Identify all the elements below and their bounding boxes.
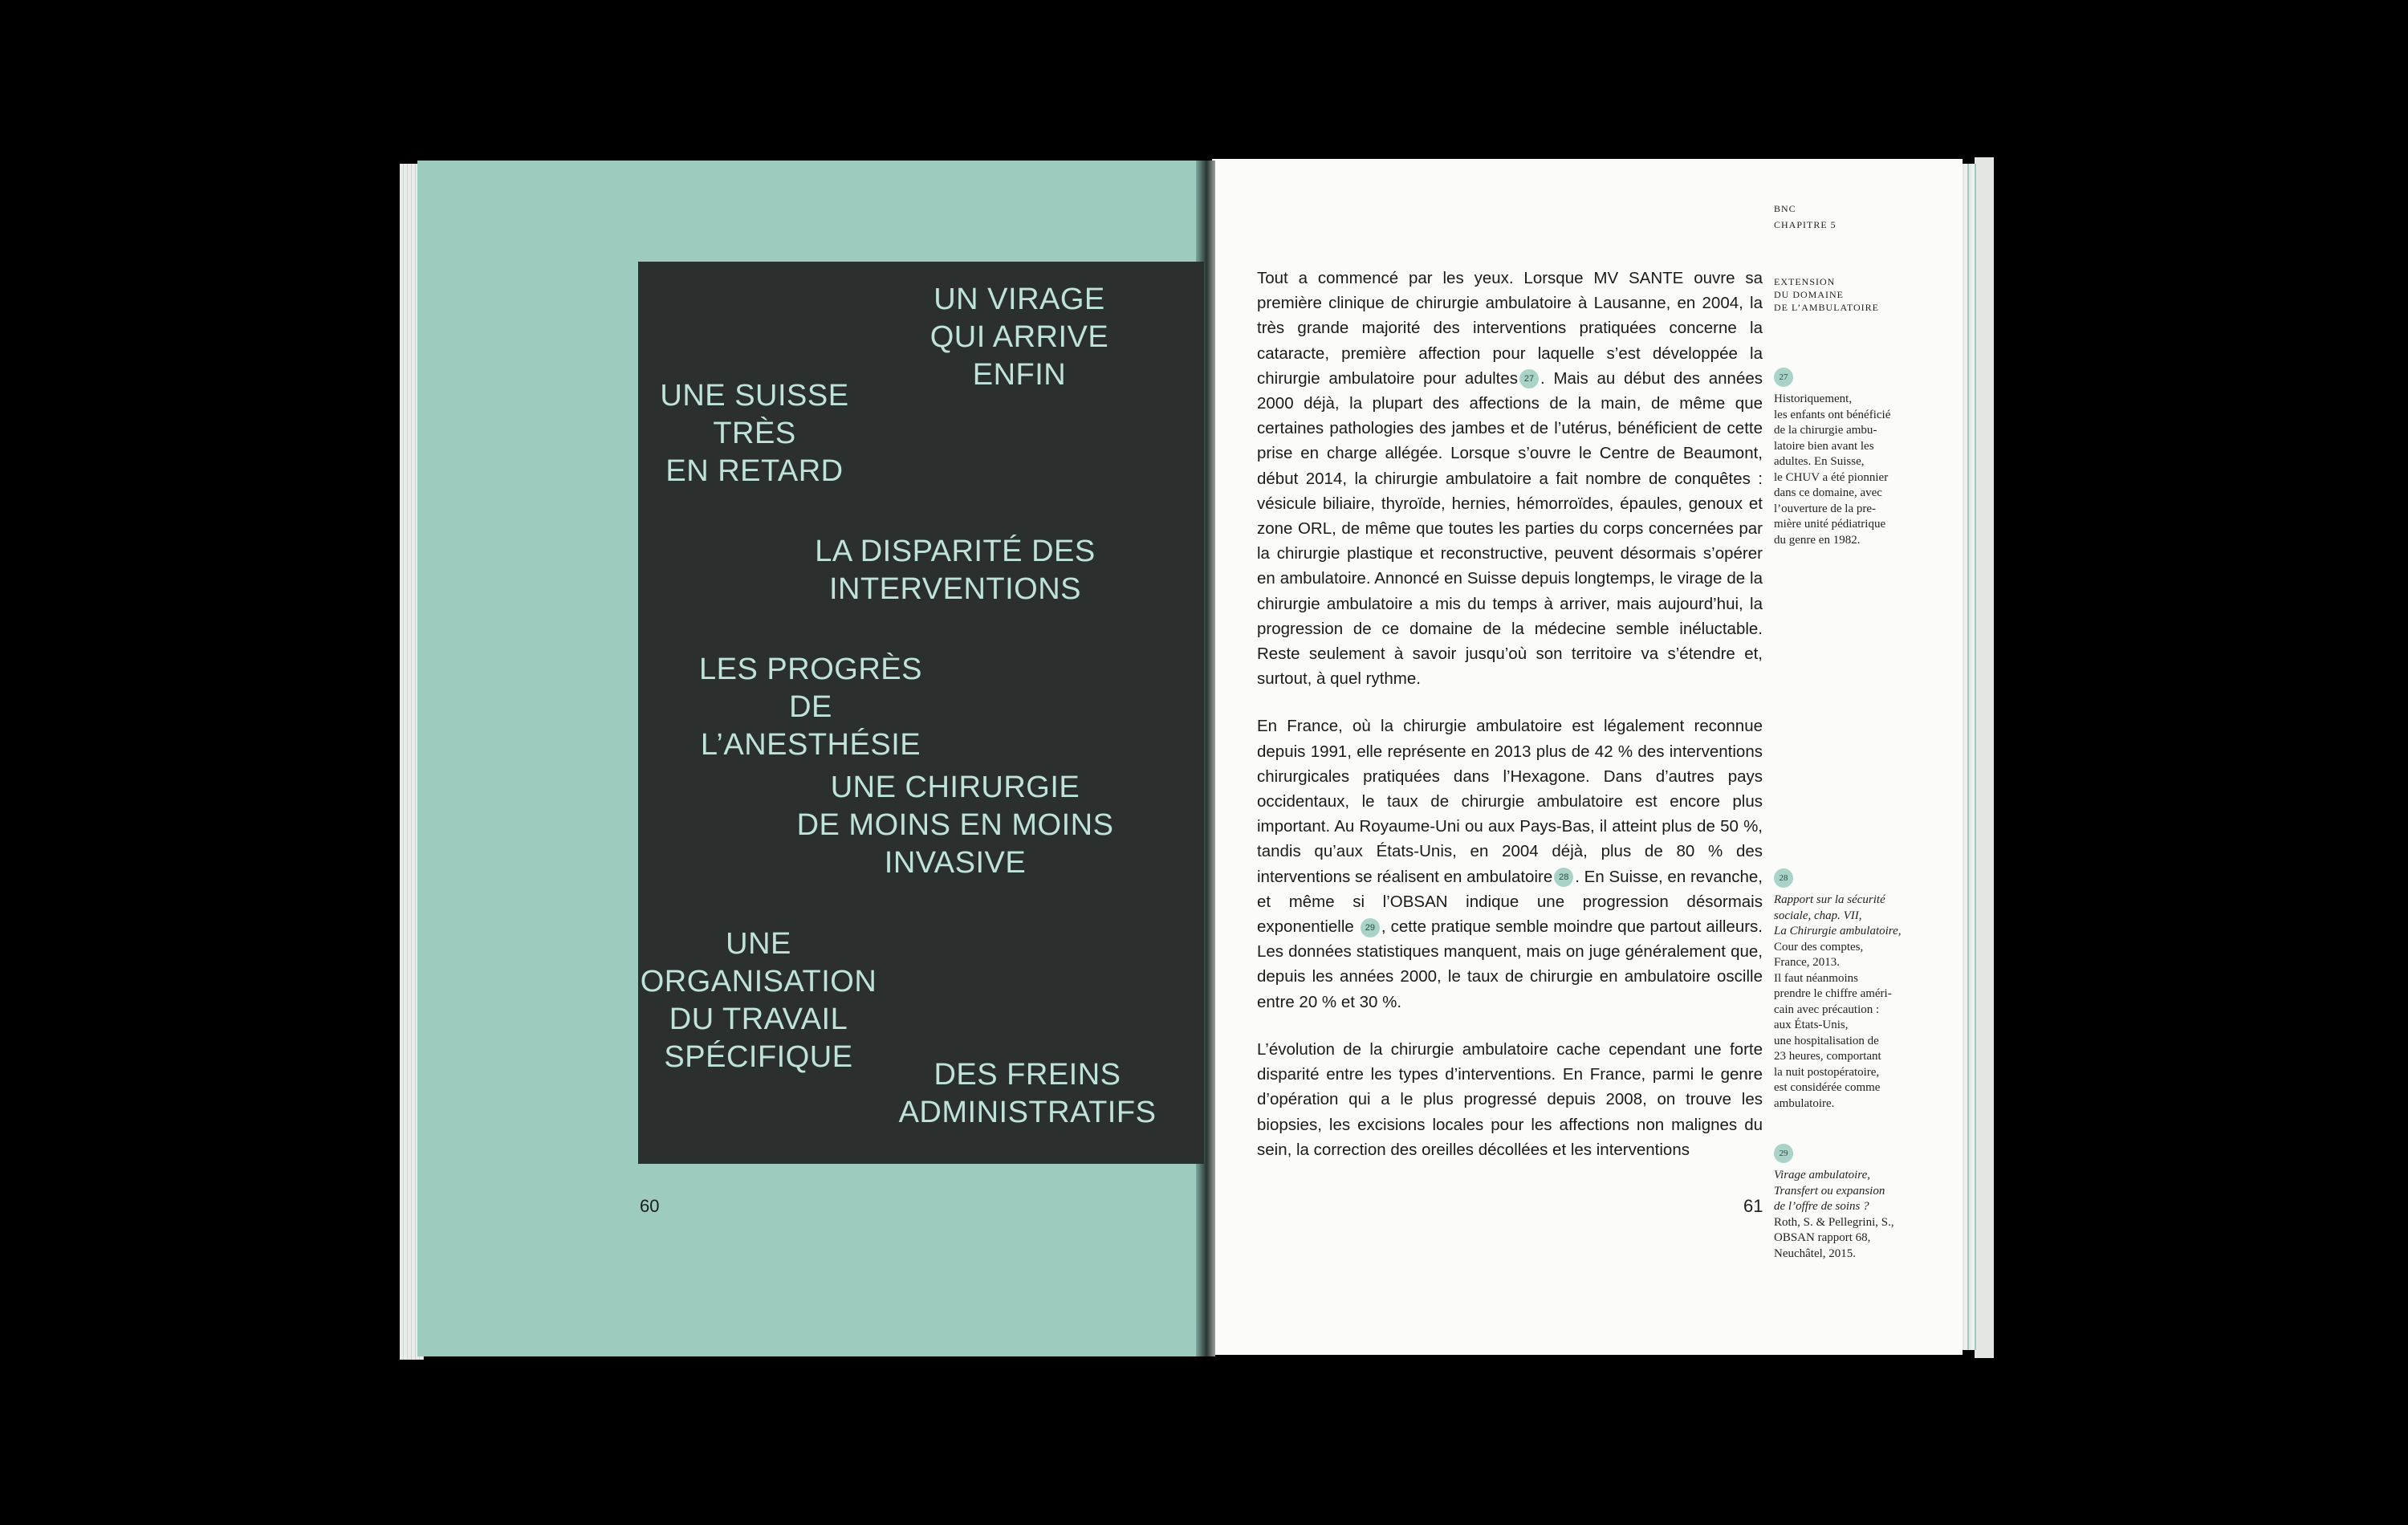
body-text [1257, 266, 1763, 1162]
page-number-right: 61 [1743, 1196, 1763, 1216]
footnote-marker[interactable]: 28 [1554, 868, 1573, 887]
footnote-number: 29 [1774, 1144, 1793, 1163]
paragraph-1 [1257, 266, 1763, 691]
sidenote-text: Cour des comptes, France, 2013. Il faut néanmoins prendre le chiffre améri- cain avec précaution : aux États-Unis, une hospitalisation de 23 heures, comportant la nuit postopératoire, est considérée comme ambulatoire. [1774, 940, 1892, 1110]
paragraph-2-text-b: . En Suisse, en revanche, et même si l’OBSAN indique une progression désormais exponentielle [1257, 867, 1763, 937]
publisher-logo: BNC [1774, 203, 1796, 214]
paragraph-3: L’évolution de la chirurgie ambulatoire cache cependant une forte disparité entre les types d’interventions. En France, parmi le genre d’opération qui a le plus progressé depuis 2008, on trouve les biopsies, les excisions locales pour les affections non malignes du sein, la correction des oreilles décollées et les interventions [1257, 1039, 1763, 1159]
sidenote-title: Rapport sur la sécurité sociale, chap. VII, La Chirurgie ambulatoire, [1774, 893, 1902, 937]
chapter-label: CHAPITRE 5 [1774, 219, 1837, 230]
page-number-left: 60 [640, 1196, 660, 1216]
footnote-marker[interactable]: 29 [1361, 918, 1380, 937]
heading-disparite: LA DISPARITÉ DES INTERVENTIONS [815, 535, 1096, 606]
sidenote-27 [1774, 368, 1926, 548]
footnote-number: 28 [1774, 868, 1793, 888]
sidenote-29 [1774, 1144, 1926, 1262]
section-title: EXTENSION DU DOMAINE DE L’AMBULATOIRE [1774, 276, 1880, 313]
footnote-number: 27 [1774, 368, 1793, 387]
paragraph-1-text-a: Tout a commencé par les yeux. Lorsque MV SANTE ouvre sa première clinique de chirurgie ambulatoire à Lausanne, en 2004, la très grande majorité des interventions pratiquées concerne la cataracte, première affection pour laquelle s’est développée la chirurgie ambulatoire pour adultes [1257, 269, 1763, 388]
heading-anesthesie: LES PROGRÈS DE L’ANESTHÉSIE [699, 653, 922, 762]
heading-suisse: UNE SUISSE TRÈS EN RETARD [660, 379, 849, 488]
heading-organisation: UNE ORGANISATION DU TRAVAIL SPÉCIFIQUE [640, 927, 877, 1074]
footnote-marker[interactable]: 27 [1519, 369, 1539, 388]
heading-virage: UN VIRAGE QUI ARRIVE ENFIN [929, 283, 1109, 392]
paragraph-2-text-c: , cette pratique semble moindre que partout ailleurs. Les données statistiques manquent, mais on juge généralement que, depuis les années 2000, le taux de chirurgie en ambulatoire oscille entre 20 % et 30 %. [1257, 917, 1763, 1011]
heading-freins: DES FREINS ADMINISTRATIFS [898, 1058, 1157, 1129]
sidenote-28 [1774, 868, 1926, 1112]
paragraph-2-text-a: En France, où la chirurgie ambulatoire est légalement reconnue depuis 1991, elle représente en 2013 plus de 42 % des interventions chirurgicales pratiquées dans l’Hexagone. Dans d’autres pays occidentaux, le taux de chirurgie ambulatoire est encore plus important. Au Royaume-Uni ou aux Pays-Bas, il atteint plus de 50 %, tandis qu’aux États-Unis, en 2004 déjà, plus de 80 % des interventions se réalisent en ambulatoire [1257, 717, 1763, 886]
sidenote-text: Historiquement, les enfants ont bénéficié de la chirurgie ambu- latoire bien avant les adultes. En Suisse, le CHUV a été pionnier dans ce domaine, avec l’ouverture de la pre- mière unité pédiatrique du genre en 1982. [1774, 392, 1891, 547]
paragraph-2 [1257, 714, 1763, 1014]
paragraph-1-text-b: . Mais au début des années 2000 déjà, la plupart des affections de la main, de même que certaines pathologies des jambes et de l’utérus, bénéficient de cette prise en charge allégée. Lorsque s’ouvre le Centre de Beaumont, début 2014, la chirurgie ambulatoire a fait nombre de conquêtes : vésicule biliaire, thyroïde, hernies, hémorroïdes, épaules, genoux et zone ORL, de même que toutes les parties du corps concernées par la chirurgie plastique et reconstructive, peuvent désormais s’opérer en ambulatoire. Annoncé en Suisse depuis longtemps, le virage de la chirurgie ambulatoire a mis du temps à arriver, mais aujourd’hui, la progression de ce domaine de la médecine semble inéluctable. Reste seulement à savoir jusqu’où son territoire va s’étendre et, surtout, à quel rythme. [1257, 368, 1763, 689]
heading-chirurgie: UNE CHIRURGIE DE MOINS EN MOINS INVASIVE [796, 771, 1114, 880]
sidenote-text: Roth, S. & Pellegrini, S., OBSAN rapport 68, Neuchâtel, 2015. [1774, 1215, 1894, 1260]
sidenote-title: Virage ambulatoire, Transfert ou expansion de l’offre de soins ? [1774, 1169, 1885, 1213]
